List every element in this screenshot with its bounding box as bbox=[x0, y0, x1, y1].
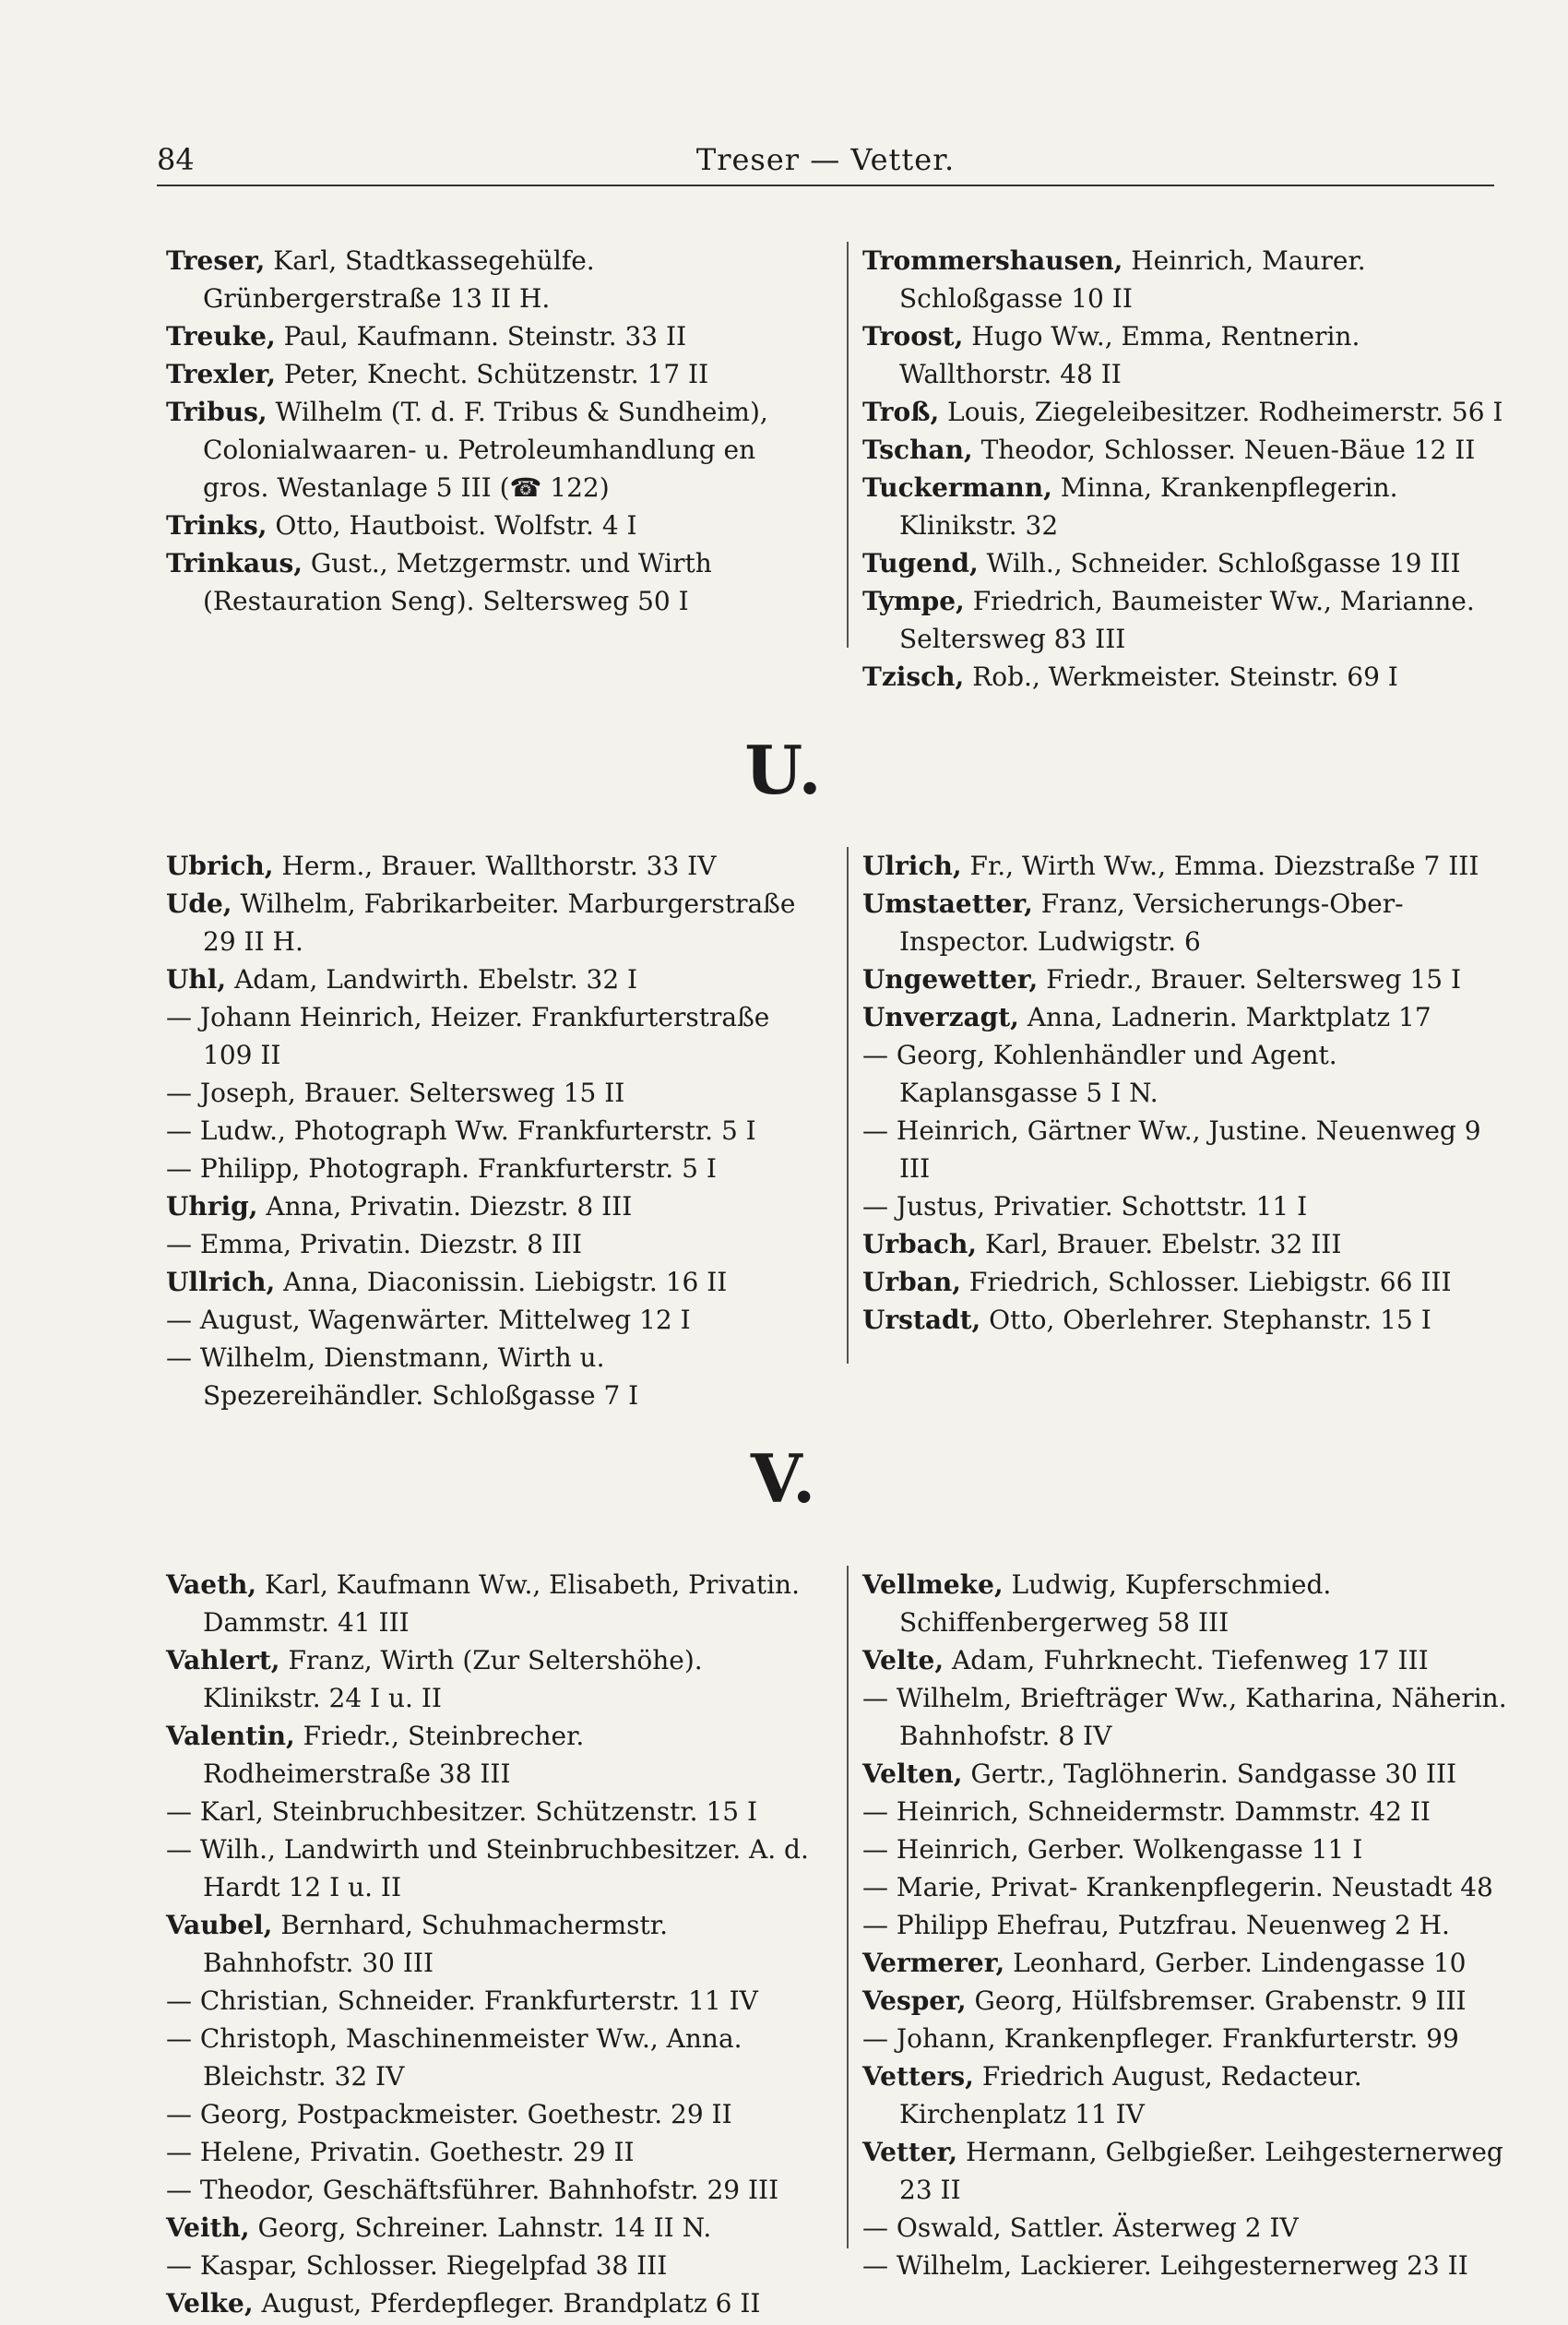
entry-surname: Ungewetter, bbox=[862, 964, 1039, 995]
entry-details: August, Wagenwärter. Mittelweg 12 I bbox=[192, 1305, 691, 1335]
directory-entry bbox=[166, 1830, 812, 1906]
entry-surname: Vesper, bbox=[862, 1985, 967, 2016]
entry-surname: Veith, bbox=[166, 2212, 250, 2243]
entry-details: Karl, Steinbruchbesitzer. Schützenstr. 15 I bbox=[192, 1796, 758, 1827]
entry-surname: Unverzagt, bbox=[862, 1002, 1019, 1032]
ditto-dash: — bbox=[166, 1342, 192, 1373]
entry-details: Wilhelm, Dienstmann, Wirth u. Spezereihändler. Schloßgasse 7 I bbox=[192, 1342, 639, 1411]
entry-details: Anna, Diaconissin. Liebigstr. 16 II bbox=[275, 1267, 728, 1297]
directory-entry bbox=[862, 1263, 1508, 1301]
entry-surname: Urban, bbox=[862, 1267, 961, 1297]
directory-entry bbox=[862, 847, 1508, 885]
ditto-dash: — bbox=[166, 1002, 192, 1032]
entry-surname: Trinkaus, bbox=[166, 548, 303, 578]
directory-entry bbox=[862, 1982, 1508, 2020]
entry-details: Wilhelm (T. d. F. Tribus & Sundheim), Colonialwaaren- u. Petroleumhandlung en gros. Westanlage 5 III (☎ 122) bbox=[203, 397, 768, 503]
ditto-dash: — bbox=[862, 1683, 888, 1713]
directory-entry bbox=[862, 1906, 1508, 1944]
entry-details: Georg, Kohlenhändler und Agent. Kaplansgasse 5 I N. bbox=[888, 1040, 1337, 1108]
entry-surname: Tschan, bbox=[862, 435, 973, 465]
directory-entry bbox=[862, 393, 1508, 431]
directory-entry bbox=[166, 1301, 812, 1339]
directory-entry bbox=[166, 2284, 812, 2322]
entry-details: Anna, Ladnerin. Marktplatz 17 bbox=[1018, 1002, 1431, 1032]
entry-details: Heinrich, Schneidermstr. Dammstr. 42 II bbox=[888, 1796, 1431, 1827]
section-t-right-column bbox=[862, 242, 1508, 696]
directory-entry bbox=[862, 1036, 1508, 1112]
directory-entry bbox=[862, 242, 1508, 317]
column-divider bbox=[847, 847, 849, 1364]
directory-entry bbox=[166, 1225, 812, 1263]
directory-entry bbox=[862, 960, 1508, 998]
directory-entry bbox=[166, 1641, 812, 1717]
directory-entry bbox=[166, 1717, 812, 1793]
entry-details: Karl, Brauer. Ebelstr. 32 III bbox=[977, 1229, 1342, 1259]
entry-surname: Vermerer, bbox=[862, 1948, 1005, 1978]
entry-details: Wilhelm, Lackierer. Leihgesternerweg 23 II bbox=[888, 2250, 1468, 2281]
ditto-dash: — bbox=[862, 2250, 888, 2281]
entry-details: Adam, Landwirth. Ebelstr. 32 I bbox=[226, 964, 638, 995]
ditto-dash: — bbox=[862, 1040, 888, 1070]
ditto-dash: — bbox=[166, 1305, 192, 1335]
section-v-right-column bbox=[862, 1566, 1508, 2284]
ditto-dash: — bbox=[166, 1834, 192, 1865]
directory-entry bbox=[166, 998, 812, 1074]
ditto-dash: — bbox=[166, 2250, 192, 2281]
entry-surname: Troost, bbox=[862, 321, 964, 352]
directory-entry bbox=[862, 1187, 1508, 1225]
entry-details: Wilhelm, Fabrikarbeiter. Marburgerstraße 29 II H. bbox=[203, 888, 796, 957]
entry-details: Christoph, Maschinenmeister Ww., Anna. Bleichstr. 32 IV bbox=[192, 2023, 742, 2092]
directory-entry bbox=[862, 1112, 1508, 1187]
entry-details: Georg, Postpackmeister. Goethestr. 29 II bbox=[192, 2099, 732, 2129]
entry-details: August, Pferdepfleger. Brandplatz 6 II bbox=[253, 2288, 761, 2319]
entry-details: Johann Heinrich, Heizer. Frankfurterstraße 109 II bbox=[192, 1002, 770, 1070]
directory-entry bbox=[862, 1679, 1508, 1755]
entry-surname: Tugend, bbox=[862, 548, 979, 578]
entry-surname: Troß, bbox=[862, 397, 940, 427]
directory-entry bbox=[166, 1263, 812, 1301]
directory-entry bbox=[862, 582, 1508, 658]
directory-entry bbox=[166, 2209, 812, 2247]
entry-surname: Urstadt, bbox=[862, 1305, 981, 1335]
entry-details: Friedrich August, Redacteur. Kirchenplatz 11 IV bbox=[899, 2061, 1362, 2129]
entry-details: Hermann, Gelbgießer. Leihgesternerweg 23 II bbox=[899, 2137, 1503, 2205]
entry-details: Heinrich, Gerber. Wolkengasse 11 I bbox=[888, 1834, 1363, 1865]
entry-surname: Velte, bbox=[862, 1645, 944, 1675]
entry-details: Johann, Krankenpfleger. Frankfurterstr. 99 bbox=[888, 2023, 1459, 2054]
entry-details: Gust., Metzgermstr. und Wirth (Restauration Seng). Seltersweg 50 I bbox=[203, 548, 712, 616]
directory-entry bbox=[862, 1868, 1508, 1906]
entry-details: Philipp, Photograph. Frankfurterstr. 5 I bbox=[192, 1153, 717, 1184]
entry-details: Ludw., Photograph Ww. Frankfurterstr. 5 I bbox=[192, 1115, 756, 1146]
entry-details: Karl, Stadtkassegehülfe. Grünbergerstraße 13 II H. bbox=[203, 245, 595, 314]
entry-details: Heinrich, Maurer. Schloßgasse 10 II bbox=[899, 245, 1366, 314]
entry-surname: Ullrich, bbox=[166, 1267, 276, 1297]
directory-entry bbox=[862, 431, 1508, 469]
entry-surname: Uhl, bbox=[166, 964, 227, 995]
entry-details: Franz, Wirth (Zur Seltershöhe). Klinikstr. 24 I u. II bbox=[203, 1645, 703, 1713]
entry-details: Theodor, Geschäftsführer. Bahnhofstr. 29 III bbox=[192, 2175, 779, 2205]
entry-surname: Vellmeke, bbox=[862, 1569, 1004, 1600]
directory-entry bbox=[166, 2133, 812, 2171]
directory-entry bbox=[862, 544, 1508, 582]
directory-entry bbox=[862, 1225, 1508, 1263]
directory-entry bbox=[166, 1112, 812, 1150]
directory-entry bbox=[166, 960, 812, 998]
entry-details: Friedrich, Schlosser. Liebigstr. 66 III bbox=[961, 1267, 1452, 1297]
entry-details: Rob., Werkmeister. Steinstr. 69 I bbox=[964, 662, 1398, 692]
entry-surname: Uhrig, bbox=[166, 1191, 258, 1222]
entry-surname: Vahlert, bbox=[166, 1645, 280, 1675]
entry-surname: Velke, bbox=[166, 2288, 254, 2319]
entry-details: Wilh., Landwirth und Steinbruchbesitzer. A. d. Hardt 12 I u. II bbox=[192, 1834, 809, 1902]
entry-details: Friedr., Brauer. Seltersweg 15 I bbox=[1038, 964, 1462, 995]
ditto-dash: — bbox=[166, 2023, 192, 2054]
entry-details: Christian, Schneider. Frankfurterstr. 11 IV bbox=[192, 1985, 758, 2016]
page-number: 84 bbox=[157, 142, 195, 177]
entry-details: Anna, Privatin. Diezstr. 8 III bbox=[257, 1191, 633, 1222]
entry-surname: Urbach, bbox=[862, 1229, 978, 1259]
ditto-dash: — bbox=[166, 2137, 192, 2167]
entry-surname: Valentin, bbox=[166, 1721, 295, 1751]
ditto-dash: — bbox=[862, 1834, 888, 1865]
directory-entry bbox=[862, 2247, 1508, 2284]
entry-surname: Tribus, bbox=[166, 397, 267, 427]
entry-surname: Vaubel, bbox=[166, 1910, 273, 1940]
entry-details: Marie, Privat- Krankenpflegerin. Neustadt 48 bbox=[888, 1872, 1493, 1902]
entry-details: Paul, Kaufmann. Steinstr. 33 II bbox=[275, 321, 687, 352]
header-rule bbox=[157, 185, 1494, 186]
ditto-dash: — bbox=[166, 2175, 192, 2205]
entry-details: Hugo Ww., Emma, Rentnerin. Wallthorstr. 48 II bbox=[899, 321, 1360, 389]
entry-surname: Umstaetter, bbox=[862, 888, 1033, 919]
directory-entry bbox=[166, 1793, 812, 1830]
entry-details: Otto, Hautboist. Wolfstr. 4 I bbox=[267, 510, 637, 541]
entry-details: Minna, Krankenpflegerin. Klinikstr. 32 bbox=[899, 472, 1398, 541]
entry-details: Gertr., Taglöhnerin. Sandgasse 30 III bbox=[962, 1759, 1457, 1789]
entry-surname: Ude, bbox=[166, 888, 232, 919]
directory-entry bbox=[862, 1301, 1508, 1339]
ditto-dash: — bbox=[862, 1191, 888, 1222]
ditto-dash: — bbox=[166, 1229, 192, 1259]
directory-entry bbox=[166, 1187, 812, 1225]
entry-details: Helene, Privatin. Goethestr. 29 II bbox=[192, 2137, 635, 2167]
entry-details: Franz, Versicherungs-Ober-Inspector. Ludwigstr. 6 bbox=[899, 888, 1404, 957]
ditto-dash: — bbox=[862, 1796, 888, 1827]
entry-details: Heinrich, Gärtner Ww., Justine. Neuenweg 9 III bbox=[888, 1115, 1481, 1184]
directory-entry bbox=[862, 1793, 1508, 1830]
directory-entry bbox=[862, 998, 1508, 1036]
directory-entry bbox=[166, 1982, 812, 2020]
running-title: Treser — Vetter. bbox=[695, 142, 956, 177]
entry-surname: Vaeth, bbox=[166, 1569, 257, 1600]
entry-details: Georg, Hülfsbremser. Grabenstr. 9 III bbox=[966, 1985, 1467, 2016]
directory-entry bbox=[166, 2095, 812, 2133]
entry-details: Peter, Knecht. Schützenstr. 17 II bbox=[275, 359, 709, 389]
entry-surname: Vetter, bbox=[862, 2137, 958, 2167]
directory-entry bbox=[166, 1074, 812, 1112]
entry-details: Justus, Privatier. Schottstr. 11 I bbox=[888, 1191, 1308, 1222]
directory-entry bbox=[166, 2247, 812, 2284]
entry-details: Leonhard, Gerber. Lindengasse 10 bbox=[1004, 1948, 1467, 1978]
entry-details: Kaspar, Schlosser. Riegelpfad 38 III bbox=[192, 2250, 668, 2281]
directory-entry bbox=[166, 544, 812, 620]
directory-entry bbox=[862, 1755, 1508, 1793]
directory-entry bbox=[862, 2057, 1508, 2133]
directory-entry bbox=[166, 393, 812, 507]
directory-entry bbox=[166, 2020, 812, 2095]
directory-entry bbox=[166, 242, 812, 317]
section-letter-v: V. bbox=[750, 1439, 818, 1518]
directory-entry bbox=[862, 1830, 1508, 1868]
section-u-right-column bbox=[862, 847, 1508, 1339]
directory-entry bbox=[166, 507, 812, 544]
entry-surname: Tzisch, bbox=[862, 662, 965, 692]
entry-surname: Ulrich, bbox=[862, 851, 962, 881]
entry-details: Louis, Ziegeleibesitzer. Rodheimerstr. 56 I bbox=[939, 397, 1503, 427]
ditto-dash: — bbox=[862, 1115, 888, 1146]
entry-surname: Velten, bbox=[862, 1759, 963, 1789]
directory-entry bbox=[862, 1566, 1508, 1641]
directory-entry bbox=[166, 355, 812, 393]
ditto-dash: — bbox=[166, 2099, 192, 2129]
section-v-left-column bbox=[166, 1566, 812, 2322]
column-divider bbox=[847, 242, 849, 648]
entry-details: Karl, Kaufmann Ww., Elisabeth, Privatin. Dammstr. 41 III bbox=[203, 1569, 800, 1638]
entry-details: Adam, Fuhrknecht. Tiefenweg 17 III bbox=[944, 1645, 1429, 1675]
directory-entry bbox=[166, 317, 812, 355]
entry-surname: Trinks, bbox=[166, 510, 267, 541]
directory-entry bbox=[862, 469, 1508, 544]
section-t-left-column bbox=[166, 242, 812, 620]
entry-details: Wilhelm, Briefträger Ww., Katharina, Näherin. Bahnhofstr. 8 IV bbox=[888, 1683, 1507, 1751]
ditto-dash: — bbox=[166, 1153, 192, 1184]
entry-surname: Treuke, bbox=[166, 321, 276, 352]
entry-details: Theodor, Schlosser. Neuen-Bäue 12 II bbox=[972, 435, 1476, 465]
directory-entry bbox=[862, 317, 1508, 393]
directory-entry bbox=[862, 885, 1508, 960]
entry-details: Georg, Schreiner. Lahnstr. 14 II N. bbox=[249, 2212, 712, 2243]
directory-entry bbox=[862, 1944, 1508, 1982]
entry-details: Joseph, Brauer. Seltersweg 15 II bbox=[192, 1078, 625, 1108]
entry-surname: Ubrich, bbox=[166, 851, 274, 881]
entry-details: Bernhard, Schuhmachermstr. Bahnhofstr. 30 III bbox=[203, 1910, 668, 1978]
ditto-dash: — bbox=[862, 2023, 888, 2054]
directory-entry bbox=[166, 2171, 812, 2209]
entry-surname: Treser, bbox=[166, 245, 266, 276]
ditto-dash: — bbox=[166, 1796, 192, 1827]
entry-details: Herm., Brauer. Wallthorstr. 33 IV bbox=[273, 851, 717, 881]
entry-details: Ludwig, Kupferschmied. Schiffenbergerweg 58 III bbox=[899, 1569, 1332, 1638]
ditto-dash: — bbox=[862, 2212, 888, 2243]
entry-surname: Trommershausen, bbox=[862, 245, 1123, 276]
directory-entry bbox=[166, 1566, 812, 1641]
ditto-dash: — bbox=[166, 1115, 192, 1146]
entry-details: Otto, Oberlehrer. Stephanstr. 15 I bbox=[980, 1305, 1431, 1335]
ditto-dash: — bbox=[166, 1078, 192, 1108]
entry-surname: Tuckermann, bbox=[862, 472, 1052, 503]
section-u-left-column bbox=[166, 847, 812, 1414]
entry-details: Philipp Ehefrau, Putzfrau. Neuenweg 2 H. bbox=[888, 1910, 1450, 1940]
directory-entry bbox=[166, 1906, 812, 1982]
directory-entry bbox=[862, 2020, 1508, 2057]
ditto-dash: — bbox=[862, 1872, 888, 1902]
directory-entry bbox=[166, 885, 812, 960]
entry-details: Emma, Privatin. Diezstr. 8 III bbox=[192, 1229, 583, 1259]
directory-entry bbox=[166, 847, 812, 885]
entry-details: Friedrich, Baumeister Ww., Marianne. Seltersweg 83 III bbox=[899, 586, 1475, 654]
entry-details: Oswald, Sattler. Ästerweg 2 IV bbox=[888, 2212, 1299, 2243]
ditto-dash: — bbox=[166, 1985, 192, 2016]
directory-entry bbox=[862, 1641, 1508, 1679]
entry-details: Wilh., Schneider. Schloßgasse 19 III bbox=[978, 548, 1461, 578]
entry-details: Fr., Wirth Ww., Emma. Diezstraße 7 III bbox=[961, 851, 1479, 881]
column-divider bbox=[847, 1566, 849, 2248]
directory-entry bbox=[166, 1339, 812, 1414]
directory-entry bbox=[166, 1150, 812, 1187]
entry-surname: Vetters, bbox=[862, 2061, 974, 2092]
directory-entry bbox=[862, 658, 1508, 696]
ditto-dash: — bbox=[862, 1910, 888, 1940]
directory-entry bbox=[862, 2209, 1508, 2247]
page-header bbox=[157, 138, 1494, 185]
entry-surname: Trexler, bbox=[166, 359, 276, 389]
directory-entry bbox=[862, 2133, 1508, 2209]
entry-surname: Tympe, bbox=[862, 586, 965, 616]
entry-details: Friedr., Steinbrecher. Rodheimerstraße 38 III bbox=[203, 1721, 585, 1789]
section-letter-u: U. bbox=[744, 731, 824, 809]
